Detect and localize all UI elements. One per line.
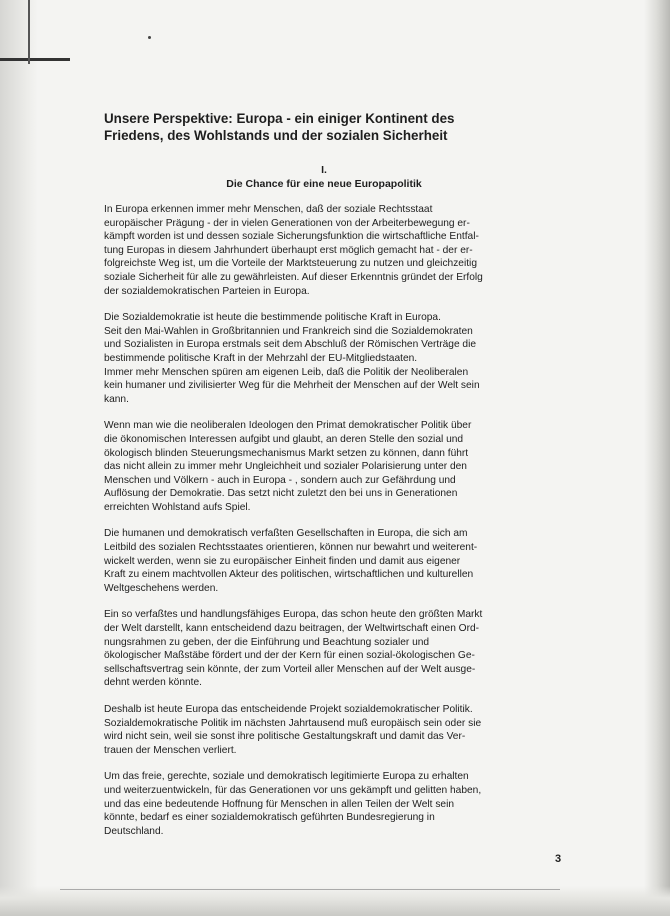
paragraph: [104, 770, 544, 838]
paragraph-line: ökologisch blinden Steuerungsmechanismus Markt setzen zu können, dann führt: [104, 447, 469, 459]
paragraph-line: erreichten Wohlstand aufs Spiel.: [104, 501, 251, 513]
paragraph-line: Die humanen und demokratisch verfaßten Gesellschaften in Europa, die sich am: [104, 528, 468, 540]
scan-shadow-left: [0, 0, 38, 916]
paragraph-line: und weiterzuentwickeln, für das Generationen vor uns gekämpft und gelitten haben,: [104, 784, 482, 796]
paragraph-line: nungsrahmen zu geben, der die Einführung und Beachtung sozialer und: [104, 636, 430, 648]
paragraph-line: Sozialdemokratische Politik im nächsten Jahrtausend muß europäisch sein oder sie: [104, 717, 482, 729]
title-line: Unsere Perspektive: Europa - ein einiger Kontinent des: [104, 111, 455, 126]
paragraph-line: kämpft worden ist und dessen soziale Sicherungsfunktion die wirtschaftliche Entfal-: [104, 231, 479, 243]
paragraph-line: der sozialdemokratischen Parteien in Europa.: [104, 285, 310, 297]
paragraph-line: kein humaner und zivilisierter Weg für die Mehrheit der Menschen auf der Welt sein: [104, 380, 480, 392]
section-title: Die Chance für eine neue Europapolitik: [226, 178, 422, 190]
paragraph-line: Die Sozialdemokratie ist heute die bestimmende politische Kraft in Europa.: [104, 312, 441, 324]
paragraph-line: ökologischer Maßstäbe fördert und der der Kern für einen sozial-ökologischen Ge-: [104, 650, 475, 662]
paragraph-line: Wenn man wie die neoliberalen Ideologen den Primat demokratischer Politik über: [104, 420, 472, 432]
paragraph-line: die ökonomischen Interessen aufgibt und glaubt, an deren Stelle den sozial und: [104, 433, 464, 445]
paragraph-line: Seit den Mai-Wahlen in Großbritannien und Frankreich sind die Sozialdemokraten: [104, 325, 473, 337]
paragraph-line: Leitbild des sozialen Rechtsstaates orientieren, können nur bewahrt und weiterent-: [104, 542, 478, 554]
paragraph: [104, 703, 544, 757]
paragraph: [104, 311, 544, 406]
paragraph-line: der Welt darstellt, kann entscheidend dazu beitragen, der Weltwirtschaft einen Ord-: [104, 623, 480, 635]
paragraph-line: Deutschland.: [104, 825, 164, 837]
paragraph-line: soziale Sicherheit für alle zu gewährleisten. Auf dieser Erkenntnis gründet der Erfolg: [104, 271, 483, 283]
paragraph-line: und das eine bedeutende Hoffnung für Menschen in allen Teilen der Welt sein: [104, 798, 455, 810]
paragraph-line: trauen der Menschen verliert.: [104, 744, 237, 756]
paragraph-line: Menschen und Völkern - auch in Europa - , sondern auch zur Gefährdung und: [104, 474, 456, 486]
paragraph-line: das nicht allein zu immer mehr Ungleichheit und sozialer Polarisierung unter den: [104, 461, 467, 473]
paragraph: [104, 419, 544, 514]
paragraph-line: Deshalb ist heute Europa das entscheidende Projekt sozialdemokratischer Politik.: [104, 704, 473, 715]
paragraph-line: Auflösung der Demokratie. Das setzt nicht zuletzt den bei uns in Generationen: [104, 488, 458, 500]
paragraph-line: könnte, bedarf es einer sozialdemokratisch geführten Bundesregierung in: [104, 812, 435, 824]
scan-fold-line: [60, 889, 560, 890]
scan-shadow-bottom: [0, 886, 670, 916]
paragraph-line: Um das freie, gerechte, soziale und demokratisch legitimierte Europa zu erhalten: [104, 771, 469, 783]
paragraph: [104, 203, 544, 298]
paragraph-line: wird nicht sein, weil sie sonst ihre politische Gestaltungskraft und damit das Ver-: [104, 731, 466, 743]
paragraph-line: Immer mehr Menschen spüren am eigenen Leib, daß die Politik der Neoliberalen: [104, 366, 469, 378]
paragraph-line: wickelt werden, wenn sie zu europäischer Einheit finden und damit aus eigener: [104, 555, 461, 567]
binder-mark-horizontal: [0, 58, 70, 61]
paragraph-line: dehnt werden könnte.: [104, 677, 202, 689]
paragraph-line: Kraft zu einem machtvollen Akteur des politischen, wirtschaftlichen und kulturellen: [104, 569, 474, 581]
document-body: [104, 110, 544, 851]
paragraph-line: kann.: [104, 393, 129, 405]
scan-shadow-right: [644, 0, 670, 916]
paragraph: [104, 608, 544, 690]
paragraph-line: tung Europas in diesem Jahrhundert überhaupt erst möglich gemacht hat - der er-: [104, 244, 473, 256]
paragraph-line: In Europa erkennen immer mehr Menschen, daß der soziale Rechtsstaat: [104, 204, 433, 215]
paragraph-line: Weltgeschehens werden.: [104, 582, 219, 594]
paragraph-line: bestimmende politische Kraft in der Mehrzahl der EU-Mitgliedstaaten.: [104, 352, 418, 364]
page-number: 3: [555, 853, 562, 865]
title-line: Friedens, des Wohlstands und der sozialen Sicherheit: [104, 128, 448, 143]
scan-speck: [148, 36, 151, 39]
paragraph-line: europäischer Prägung - der in vielen Generationen von der Arbeiterbewegung er-: [104, 217, 470, 229]
paragraph-line: folgreichste Weg ist, um die Vorteile der Marktsteuerung zu nutzen und gleichzeitig: [104, 258, 477, 270]
section-number: I.: [321, 164, 327, 176]
paragraph-line: sellschaftsvertrag sein könnte, der zum Vorteil aller Menschen auf der Welt ausge-: [104, 663, 476, 675]
paragraph-line: und Sozialisten in Europa erstmals seit dem Abschluß der Römischen Verträge die: [104, 339, 477, 351]
binder-mark-vertical: [28, 0, 30, 64]
paragraph-line: Ein so verfaßtes und handlungsfähiges Europa, das schon heute den größten Markt: [104, 609, 483, 621]
document-title: [104, 110, 544, 144]
paragraph: [104, 527, 544, 595]
